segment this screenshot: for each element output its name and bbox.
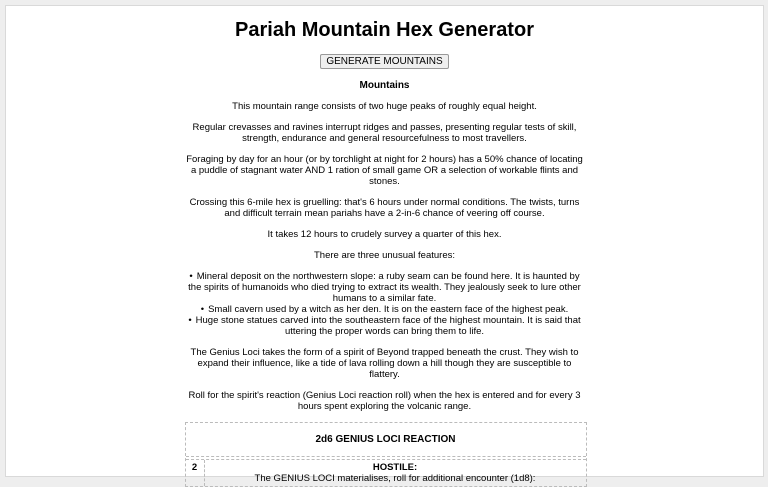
bullet-icon: • xyxy=(200,304,205,315)
generator-content xyxy=(185,18,585,487)
result-detail: The GENIUS LOCI materialises, roll for additional encounter (1d8): xyxy=(254,473,536,484)
bullet-icon: • xyxy=(188,315,192,326)
roll-result xyxy=(205,460,586,486)
terrain-description: Regular crevasses and ravines interrupt ridges and passes, presenting regular tests of skill, strength, endurance and general resourcefulness to most travellers. xyxy=(192,122,577,144)
list-item: • Huge stone statues carved into the southeastern face of the highest mountain. It is said that uttering the proper words can bring them to life. xyxy=(188,315,581,337)
genius-loci-description: The Genius Loci takes the form of a spirit of Beyond trapped beneath the crust. They wish to expand their influence, like a tide of lava rolling down a hill though they are susceptible to flattery. xyxy=(190,347,579,380)
reaction-table xyxy=(185,422,587,487)
features-list xyxy=(185,271,585,337)
foraging-description: Foraging by day for an hour (or by torchlight at night for 2 hours) has a 50% chance of locating a puddle of stagnant water AND 1 ration of small game OR a selection of workable flints and stones. xyxy=(186,154,583,187)
reaction-roll-instructions: Roll for the spirit's reaction (Genius Loci reaction roll) when the hex is entered and for every 3 hours spent exploring the volcanic range. xyxy=(188,390,581,412)
page-title: Pariah Mountain Hex Generator xyxy=(235,19,534,41)
features-intro: There are three unusual features: xyxy=(313,250,455,261)
list-item: • Mineral deposit on the northwestern slope: a ruby seam can be found here. It is haunted by the spirits of humanoids who died trying to extract its wealth. They jealously seek to lure other humans to a similar fate. xyxy=(188,271,581,304)
list-item: • Small cavern used by a witch as her den. It is on the eastern face of the highest peak. xyxy=(200,304,569,315)
result-title: HOSTILE: xyxy=(372,462,418,473)
generate-mountains-button[interactable]: GENERATE MOUNTAINS xyxy=(320,54,448,69)
crossing-description: Crossing this 6-mile hex is gruelling: that's 6 hours under normal conditions. The twists, turns and difficult terrain mean pariahs have a 2-in-6 chance of veering off course. xyxy=(189,197,580,219)
roll-value: 2 xyxy=(186,460,205,486)
range-description: This mountain range consists of two huge peaks of roughly equal height. xyxy=(232,101,537,112)
page xyxy=(5,5,764,484)
table-row xyxy=(186,459,586,486)
survey-description: It takes 12 hours to crudely survey a quarter of this hex. xyxy=(267,229,502,240)
reaction-table-heading: 2d6 GENIUS LOCI REACTION xyxy=(186,423,586,457)
section-title: Mountains xyxy=(359,80,410,91)
bullet-icon: • xyxy=(189,271,193,282)
